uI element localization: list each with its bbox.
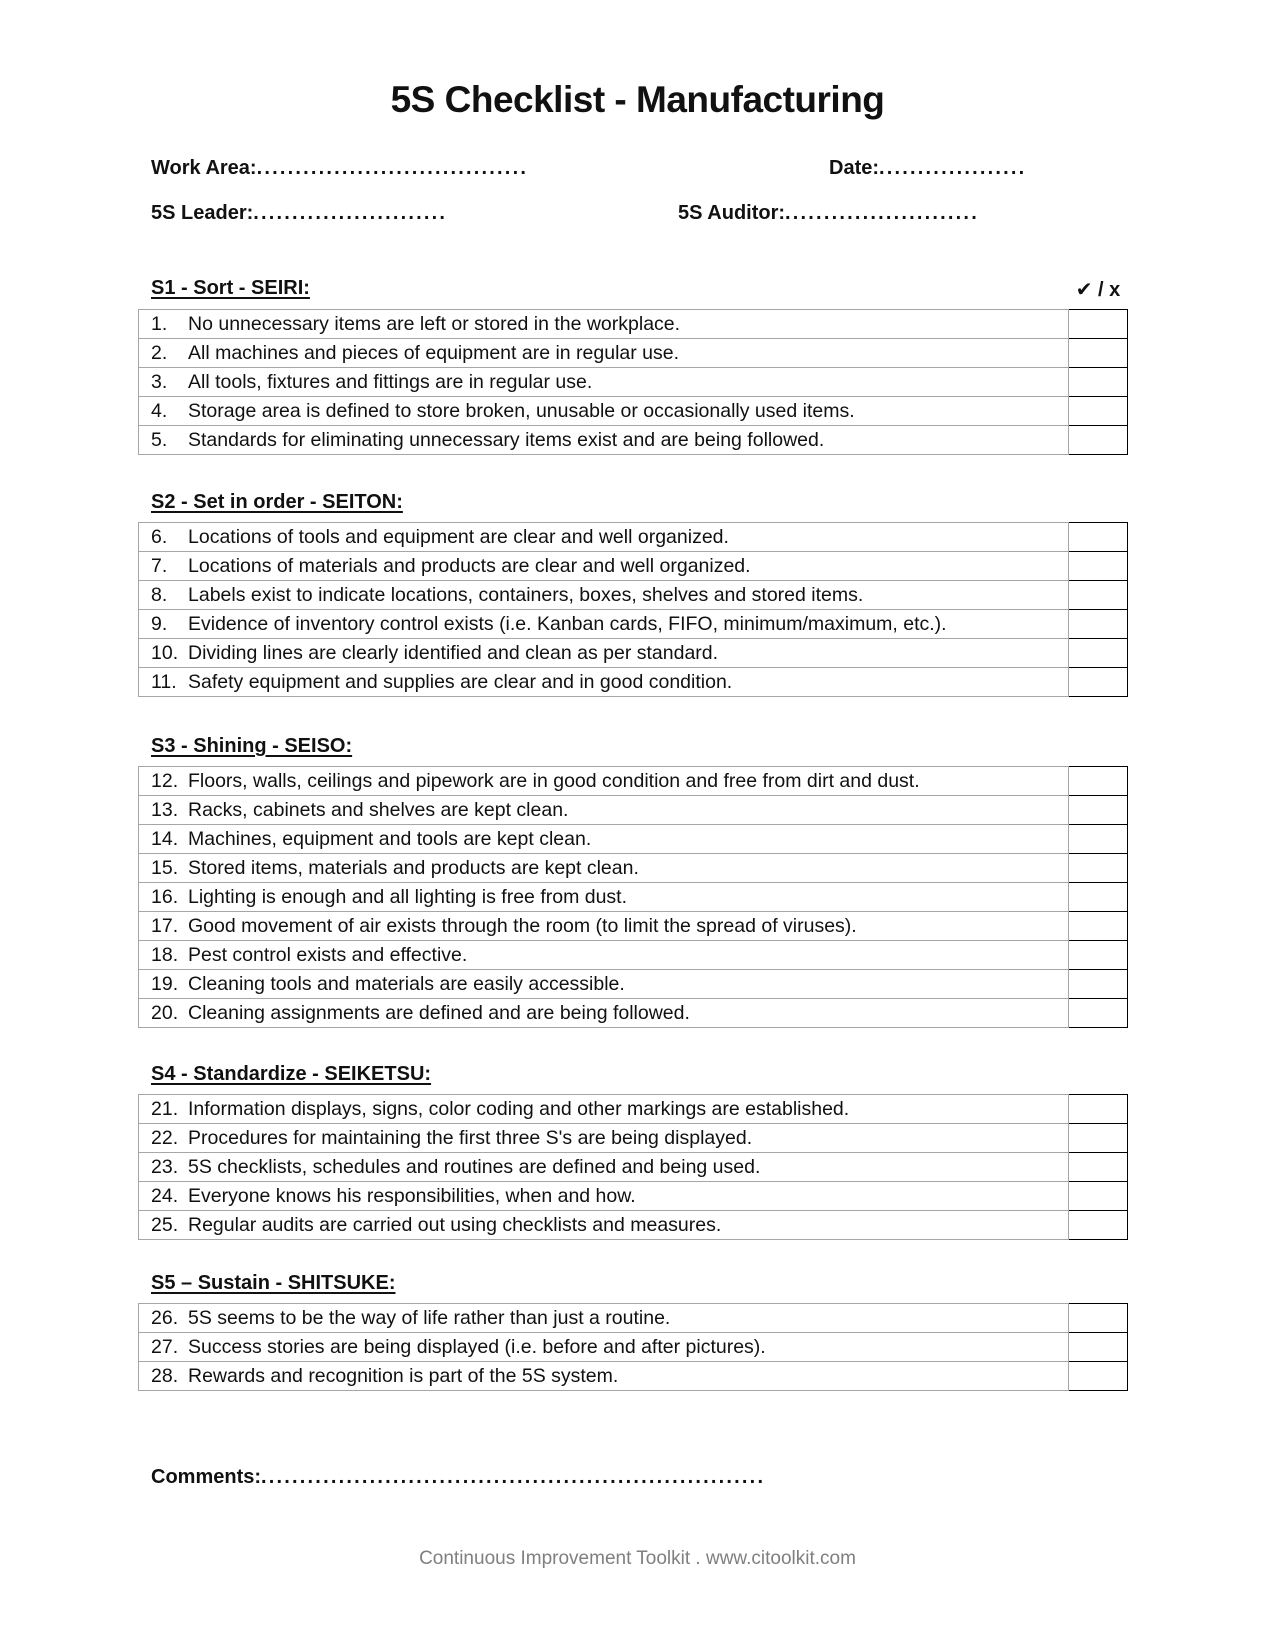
check-box[interactable] xyxy=(1069,1362,1128,1391)
checklist-row xyxy=(139,397,1128,426)
check-box[interactable] xyxy=(1069,397,1128,426)
checklist-row xyxy=(139,581,1128,610)
checklist-body-s4 xyxy=(139,1095,1128,1240)
check-box[interactable] xyxy=(1069,912,1128,941)
check-box[interactable] xyxy=(1069,1211,1128,1240)
item-text: Safety equipment and supplies are clear and in good condition. xyxy=(188,671,733,693)
section-title-s5: S5 – Sustain - SHITSUKE: xyxy=(151,1272,396,1294)
check-box[interactable] xyxy=(1069,825,1128,854)
check-box[interactable] xyxy=(1069,339,1128,368)
auditor-label: 5S Auditor: xyxy=(678,202,786,224)
item-text: Success stories are being displayed (i.e. before and after pictures). xyxy=(188,1336,766,1358)
section-title-s2: S2 - Set in order - SEITON: xyxy=(151,491,403,513)
checklist-table-s1 xyxy=(138,309,1128,455)
comments-field[interactable] xyxy=(151,1465,765,1489)
item-number: 27. xyxy=(151,1336,179,1358)
checklist-table-s4 xyxy=(138,1094,1128,1240)
checklist-body-s2 xyxy=(139,523,1128,697)
item-number: 8. xyxy=(151,584,168,606)
checklist-item xyxy=(139,999,1069,1028)
item-text: Machines, equipment and tools are kept clean. xyxy=(188,828,592,850)
item-text: Storage area is defined to store broken, unusable or occasionally used items. xyxy=(188,400,855,422)
item-number: 20. xyxy=(151,1002,179,1024)
leader-label: 5S Leader: xyxy=(151,202,254,224)
item-text: Stored items, materials and products are kept clean. xyxy=(188,857,639,879)
work-area-input-line[interactable]: ................................... xyxy=(256,157,529,179)
date-input-line[interactable]: ................... xyxy=(879,157,1027,179)
item-text: Lighting is enough and all lighting is free from dust. xyxy=(188,886,628,908)
checklist-row xyxy=(139,941,1128,970)
checklist-row xyxy=(139,825,1128,854)
item-text: Locations of tools and equipment are clear and well organized. xyxy=(188,526,729,548)
check-box[interactable] xyxy=(1069,1153,1128,1182)
checklist-item xyxy=(139,1124,1069,1153)
item-text: Floors, walls, ceilings and pipework are in good condition and free from dirt and dust. xyxy=(188,770,920,792)
checklist-item xyxy=(139,941,1069,970)
check-box[interactable] xyxy=(1069,796,1128,825)
checklist-item xyxy=(139,552,1069,581)
item-number: 13. xyxy=(151,799,179,821)
check-box[interactable] xyxy=(1069,523,1128,552)
checklist-table-s2 xyxy=(138,522,1128,697)
checklist-row xyxy=(139,1153,1128,1182)
checklist-item xyxy=(139,397,1069,426)
item-text: Everyone knows his responsibilities, when and how. xyxy=(188,1185,636,1207)
item-number: 15. xyxy=(151,857,179,879)
section-title-s3: S3 - Shining - SEISO: xyxy=(151,735,353,757)
checklist-row xyxy=(139,610,1128,639)
item-text: Racks, cabinets and shelves are kept clean. xyxy=(188,799,569,821)
checklist-row xyxy=(139,1124,1128,1153)
item-number: 17. xyxy=(151,915,179,937)
checklist-item xyxy=(139,310,1069,339)
item-text: Standards for eliminating unnecessary items exist and are being followed. xyxy=(188,429,825,451)
item-number: 9. xyxy=(151,613,168,635)
comments-label: Comments: xyxy=(151,1466,262,1488)
leader-input-line[interactable]: ......................... xyxy=(253,202,448,224)
item-number: 22. xyxy=(151,1127,179,1149)
checklist-item xyxy=(139,668,1069,697)
checklist-item xyxy=(139,883,1069,912)
checklist-row xyxy=(139,970,1128,999)
checklist-item xyxy=(139,426,1069,455)
checklist-item xyxy=(139,796,1069,825)
item-number: 6. xyxy=(151,526,168,548)
check-column-header: ✔ / x xyxy=(1075,279,1121,301)
page-title: 5S Checklist - Manufacturing xyxy=(390,79,885,120)
checklist-item xyxy=(139,1304,1069,1333)
check-box[interactable] xyxy=(1069,610,1128,639)
check-box[interactable] xyxy=(1069,999,1128,1028)
date-label: Date: xyxy=(829,157,880,179)
item-text: Pest control exists and effective. xyxy=(188,944,468,966)
item-text: 5S seems to be the way of life rather than just a routine. xyxy=(188,1307,671,1329)
check-box[interactable] xyxy=(1069,970,1128,999)
checklist-table-s3 xyxy=(138,766,1128,1028)
item-number: 24. xyxy=(151,1185,179,1207)
checklist-item xyxy=(139,523,1069,552)
item-text: Good movement of air exists through the room (to limit the spread of viruses). xyxy=(188,915,857,937)
leader-field[interactable] xyxy=(151,201,447,225)
check-box[interactable] xyxy=(1069,941,1128,970)
check-box[interactable] xyxy=(1069,1124,1128,1153)
check-box[interactable] xyxy=(1069,883,1128,912)
checklist-row xyxy=(139,1095,1128,1124)
work-area-field[interactable] xyxy=(151,156,528,180)
check-box[interactable] xyxy=(1069,1095,1128,1124)
item-text: All machines and pieces of equipment are in regular use. xyxy=(188,342,680,364)
item-number: 21. xyxy=(151,1098,179,1120)
checklist-item xyxy=(139,1182,1069,1211)
check-box[interactable] xyxy=(1069,668,1128,697)
checklist-row xyxy=(139,1182,1128,1211)
section-title-s1: S1 - Sort - SEIRI: xyxy=(151,277,310,299)
checklist-item xyxy=(139,610,1069,639)
checklist-item xyxy=(139,1333,1069,1362)
checklist-item xyxy=(139,825,1069,854)
checklist-row xyxy=(139,426,1128,455)
check-box[interactable] xyxy=(1069,426,1128,455)
auditor-input-line[interactable]: ......................... xyxy=(785,202,979,224)
item-number: 14. xyxy=(151,828,179,850)
checklist-item xyxy=(139,1095,1069,1124)
checklist-table-s5 xyxy=(138,1303,1128,1391)
item-number: 10. xyxy=(151,642,179,664)
check-box[interactable] xyxy=(1069,552,1128,581)
item-number: 7. xyxy=(151,555,168,577)
checklist-item xyxy=(139,1211,1069,1240)
check-box[interactable] xyxy=(1069,310,1128,339)
item-number: 26. xyxy=(151,1307,179,1329)
item-number: 3. xyxy=(151,371,168,393)
checklist-item xyxy=(139,339,1069,368)
check-box[interactable] xyxy=(1069,1182,1128,1211)
check-box[interactable] xyxy=(1069,368,1128,397)
checklist-row xyxy=(139,1362,1128,1391)
checklist-item xyxy=(139,368,1069,397)
item-text: All tools, fixtures and fittings are in regular use. xyxy=(188,371,593,393)
item-number: 5. xyxy=(151,429,168,451)
item-text: Dividing lines are clearly identified and clean as per standard. xyxy=(188,642,719,664)
item-number: 1. xyxy=(151,313,168,335)
checklist-item xyxy=(139,1153,1069,1182)
checklist-item xyxy=(139,639,1069,668)
checklist-item xyxy=(139,854,1069,883)
item-text: Labels exist to indicate locations, containers, boxes, shelves and stored items. xyxy=(188,584,864,606)
comments-input-line[interactable]: ................................................................. xyxy=(261,1466,766,1488)
checklist-row xyxy=(139,552,1128,581)
item-number: 23. xyxy=(151,1156,179,1178)
item-number: 28. xyxy=(151,1365,179,1387)
check-box[interactable] xyxy=(1069,639,1128,668)
checklist-item xyxy=(139,1362,1069,1391)
footer-credit: Continuous Improvement Toolkit . www.citoolkit.com xyxy=(419,1548,856,1569)
checklist-body-s5 xyxy=(139,1304,1128,1391)
checklist-row xyxy=(139,912,1128,941)
checklist-row xyxy=(139,1304,1128,1333)
section-title-s4: S4 - Standardize - SEIKETSU: xyxy=(151,1063,432,1085)
work-area-label: Work Area: xyxy=(151,157,257,179)
date-field[interactable] xyxy=(829,156,1026,180)
checklist-item xyxy=(139,970,1069,999)
checklist-body-s1 xyxy=(139,310,1128,455)
item-text: Cleaning tools and materials are easily accessible. xyxy=(188,973,625,995)
item-text: Regular audits are carried out using checklists and measures. xyxy=(188,1214,722,1236)
item-text: No unnecessary items are left or stored in the workplace. xyxy=(188,313,681,335)
checklist-row xyxy=(139,854,1128,883)
checklist-row xyxy=(139,639,1128,668)
item-number: 12. xyxy=(151,770,179,792)
item-text: Rewards and recognition is part of the 5S system. xyxy=(188,1365,619,1387)
item-text: Cleaning assignments are defined and are being followed. xyxy=(188,1002,690,1024)
item-text: Evidence of inventory control exists (i.e. Kanban cards, FIFO, minimum/maximum, etc.). xyxy=(188,613,947,635)
item-text: Locations of materials and products are clear and well organized. xyxy=(188,555,751,577)
check-box[interactable] xyxy=(1069,854,1128,883)
item-text: Information displays, signs, color coding and other markings are established. xyxy=(188,1098,850,1120)
check-box[interactable] xyxy=(1069,581,1128,610)
checklist-row xyxy=(139,1211,1128,1240)
checklist-row xyxy=(139,668,1128,697)
item-number: 2. xyxy=(151,342,168,364)
checklist-row xyxy=(139,883,1128,912)
check-box[interactable] xyxy=(1069,767,1128,796)
checklist-body-s3 xyxy=(139,767,1128,1028)
checklist-row xyxy=(139,796,1128,825)
item-number: 19. xyxy=(151,973,179,995)
checklist-item xyxy=(139,581,1069,610)
item-number: 25. xyxy=(151,1214,179,1236)
checklist-row xyxy=(139,339,1128,368)
checklist-row xyxy=(139,999,1128,1028)
checklist-row xyxy=(139,310,1128,339)
item-number: 18. xyxy=(151,944,179,966)
check-box[interactable] xyxy=(1069,1304,1128,1333)
checklist-row xyxy=(139,368,1128,397)
checklist-item xyxy=(139,912,1069,941)
item-number: 11. xyxy=(151,671,177,693)
checklist-row xyxy=(139,523,1128,552)
auditor-field[interactable] xyxy=(678,201,979,225)
item-number: 16. xyxy=(151,886,179,908)
checklist-row xyxy=(139,767,1128,796)
checklist-item xyxy=(139,767,1069,796)
check-box[interactable] xyxy=(1069,1333,1128,1362)
item-number: 4. xyxy=(151,400,168,422)
checklist-row xyxy=(139,1333,1128,1362)
item-text: 5S checklists, schedules and routines are defined and being used. xyxy=(188,1156,761,1178)
item-text: Procedures for maintaining the first three S's are being displayed. xyxy=(188,1127,753,1149)
